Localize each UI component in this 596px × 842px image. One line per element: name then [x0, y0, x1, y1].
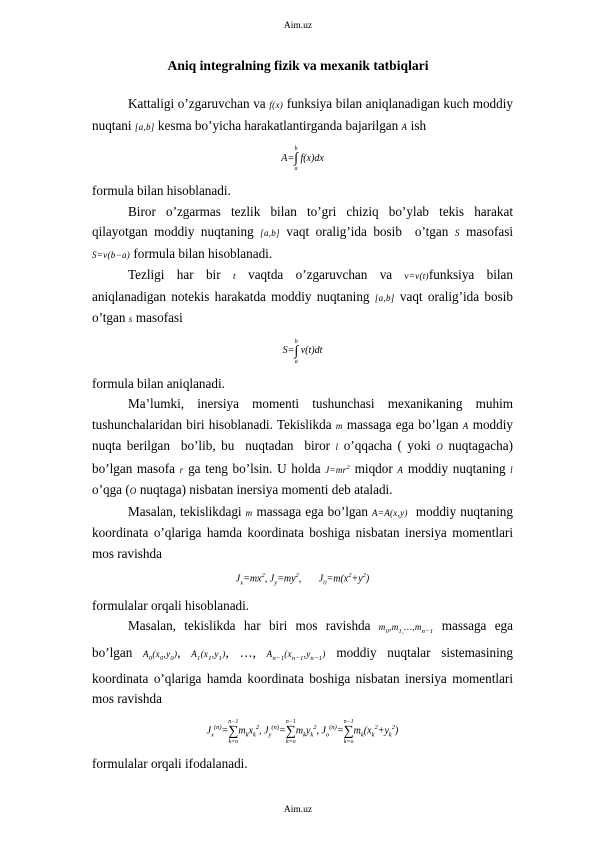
paragraph-inertia-def: Ma’lumki, inersiya momenti tushunchasi mexanikaning muhim tushunchalaridan biri hisoblanadi. Tekislikda m massaga ega bo’lgan A moddiy nuqta berilgan bo’lib, bu nuqtadan biror l o’qqacha ( yoki O nuqtagacha) bo’lgan masofa r ga teng bo’lsin. U holda $J=mr^2$ miqdor A moddiy nuqtaning l o’qga (O nuqtaga) nisbatan inersiya momenti deb ataladi. [92, 396, 513, 497]
paragraph-formula-system-note: formulalar orqali ifodalanadi. [92, 755, 248, 771]
paragraph-formula-distance-note: formula bilan aniqlanadi. [92, 375, 225, 391]
page-title: Aniq integralning fizik va mexanik tatbiqlari [167, 58, 429, 73]
paragraph-formula-inertia-note: formulalar orqali hisoblanadi. [92, 597, 250, 613]
paragraph-work: Kattaligi o’zgaruvchan va f(x) funksiya bilan aniqlanadigan kuch moddiy nuqtani [a,b] kesma bo’yicha harakatlantirganda bajarilgan A ish [92, 96, 513, 133]
paragraph-inertia-example: Masalan, tekislikdagi m massaga ega bo’lgan A=A(x,y) moddiy nuqtaning koordinata o’qlariga hamda koordinata boshiga nisbatan inersiya momentlari mos ravishda [92, 503, 513, 561]
page-footer: Aim.uz [283, 805, 313, 815]
formula-inertia-system: $J_x^{(n)}=$ n−1 ∑ k=o $m_kx_k^2$, $J_y^{(n)}=$ n−1 ∑ k=o $m_ky_k^2$, $J_o^{(n)}=$ n−1 ∑ k=o $m_k(x_k^2+y_k^2)$ [206, 718, 399, 745]
paragraph-system: Masalan, tekislikda har biri mos ravishda $m_0,m_{1,}\dots,m_{n-1}$ massaga ega bo’lgan $A_0(x_0,y_0)$, $A_1(x_1,y_1)$, …, $A_{n-1}(x_{n-1},y_{n-1})$ moddiy nuqtalar sistemasining koordinata o’qlariga hamda koordinata boshiga nisbatan inersiya momentlari mos ravishda [92, 618, 513, 707]
document-body [92, 94, 513, 774]
paragraph-variable-motion: Tezligi har bir t vaqtda o’zgaruvchan va v=v(t)funksiya bilan aniqlanadigan notekis harakatda moddiy nuqtaning [a,b] vaqt oralig’ida bosib o’tgan s masofasi [92, 267, 513, 325]
page-header: Aim.uz [283, 21, 313, 31]
formula-distance: S= b ∫ a v(t)dt [282, 338, 323, 365]
formula-work: A= b ∫ a f(x)dx [281, 146, 324, 172]
paragraph-formula-work-note: formula bilan hisoblanadi. [92, 183, 231, 198]
paragraph-uniform-motion: Biror o’zgarmas tezlik bilan to’gri chiziq bo’ylab tekis harakat qilayotgan moddiy nuqtaning [a,b] vaqt oralig’ida bosib o’tgan S masofasi S=v(b−a) formula bilan hisoblanadi. [92, 203, 513, 261]
formula-inertia-point: $J_x=mx^2$, $J_y=my^2$, $J_0=m(x^2+y^2)$ [235, 572, 370, 587]
